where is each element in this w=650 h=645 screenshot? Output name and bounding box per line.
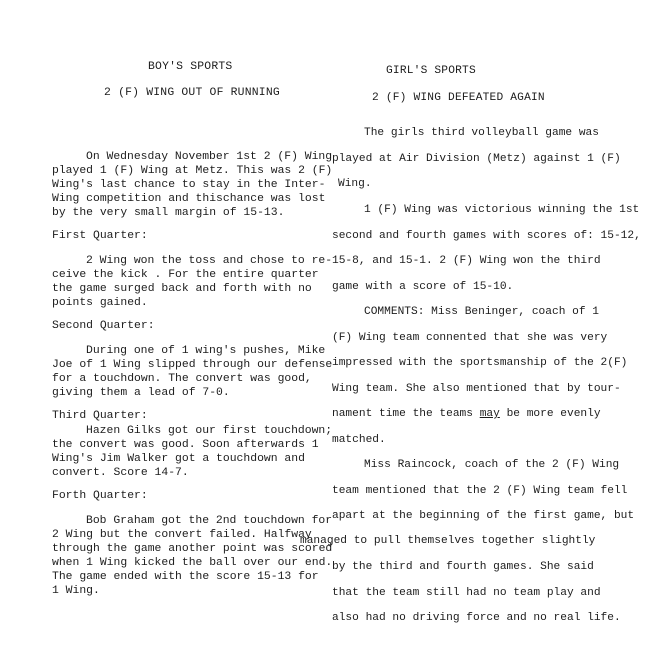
raincock-line-2: team mentioned that the 2 (F) Wing team fell	[332, 485, 628, 497]
results-line-2: second and fourth games with scores of: 15-12,	[332, 230, 641, 242]
forth-quarter-line-2: 2 Wing but the convert failed. Halfway	[52, 529, 312, 541]
volleyball-line-1: The girls third volleyball game was	[364, 127, 599, 139]
comments-line-5	[332, 409, 601, 420]
girls-sports-subheading: 2 (F) WING DEFEATED AGAIN	[372, 92, 545, 104]
second-quarter-line-2: Joe of 1 Wing slipped through our defense	[52, 359, 333, 371]
forth-quarter-line-6: 1 Wing.	[52, 585, 100, 597]
results-line-1: 1 (F) Wing was victorious winning the 1st	[364, 204, 640, 216]
third-quarter-line-4: convert. Score 14-7.	[52, 467, 189, 479]
forth-quarter-line-4: when 1 Wing kicked the ball over our end.	[52, 557, 333, 569]
third-quarter-line-3: Wing's Jim Walker got a touchdown and	[52, 453, 305, 465]
intro-line-1: On Wednesday November 1st 2 (F) Wing	[86, 151, 333, 163]
forth-quarter-line-1: Bob Graham got the 2nd touchdown for	[86, 515, 333, 527]
results-line-4: game with a score of 15-10.	[332, 281, 514, 293]
raincock-line-5: by the third and fourth games. She said	[332, 561, 594, 573]
intro-line-2: played 1 (F) Wing at Metz. This was 2 (F)	[52, 165, 333, 177]
underlined-word-may: may	[479, 408, 500, 420]
comments-line-5-end: be more evenly	[499, 408, 601, 420]
first-quarter-line-2: ceive the kick . For the entire quarter	[52, 269, 319, 281]
raincock-line-3: apart at the beginning of the first game, but	[332, 510, 635, 522]
comments-line-1: COMMENTS: Miss Beninger, coach of 1	[364, 306, 599, 318]
comments-line-6: matched.	[332, 434, 386, 446]
volleyball-line-2: played at Air Division (Metz) against 1 (F)	[332, 153, 621, 165]
intro-line-3: Wing's last chance to stay in the Inter-	[52, 179, 326, 191]
raincock-line-6: that the team still had no team play and	[332, 587, 601, 599]
third-quarter-label: Third Quarter:	[52, 410, 148, 422]
intro-line-5: by the very small margin of 15-13.	[52, 207, 285, 219]
first-quarter-line-3: the game surged back and forth with no	[52, 283, 312, 295]
intro-line-4: Wing competition and thischance was lost	[52, 193, 326, 205]
forth-quarter-line-5: The game ended with the score 15-13 for	[52, 571, 319, 583]
second-quarter-label: Second Quarter:	[52, 320, 155, 332]
first-quarter-line-1: 2 Wing won the toss and chose to re-	[86, 255, 333, 267]
comments-line-5-start: nament time the teams	[332, 408, 480, 420]
comments-line-3: impressed with the sportsmanship of the 2(F)	[332, 357, 628, 369]
third-quarter-line-1: Hazen Gilks got our first touchdown;	[86, 425, 333, 437]
forth-quarter-line-3: through the game another point was scored	[52, 543, 333, 555]
raincock-line-1: Miss Raincock, coach of the 2 (F) Wing	[364, 459, 620, 471]
comments-line-2: (F) Wing team connented that she was very	[332, 332, 608, 344]
second-quarter-line-3: for a touchdown. The convert was good,	[52, 373, 312, 385]
second-quarter-line-4: giving them a lead of 7-0.	[52, 387, 230, 399]
boys-sports-heading: BOY'S SPORTS	[148, 61, 233, 73]
results-line-3: 15-8, and 15-1. 2 (F) Wing won the third	[332, 255, 601, 267]
girls-sports-heading: GIRL'S SPORTS	[386, 65, 476, 77]
boys-sports-subheading: 2 (F) WING OUT OF RUNNING	[104, 87, 280, 99]
second-quarter-line-1: During one of 1 wing's pushes, Mike	[86, 345, 326, 357]
volleyball-line-3: Wing.	[338, 178, 372, 190]
third-quarter-line-2: the convert was good. Soon afterwards 1	[52, 439, 319, 451]
first-quarter-line-4: points gained.	[52, 297, 148, 309]
raincock-line-4: managed to pull themselves together slightly	[300, 535, 596, 547]
forth-quarter-label: Forth Quarter:	[52, 490, 148, 502]
first-quarter-label: First Quarter:	[52, 230, 148, 242]
comments-line-4: Wing team. She also mentioned that by tour-	[332, 383, 621, 395]
raincock-line-7: also had no driving force and no real life.	[332, 612, 621, 624]
